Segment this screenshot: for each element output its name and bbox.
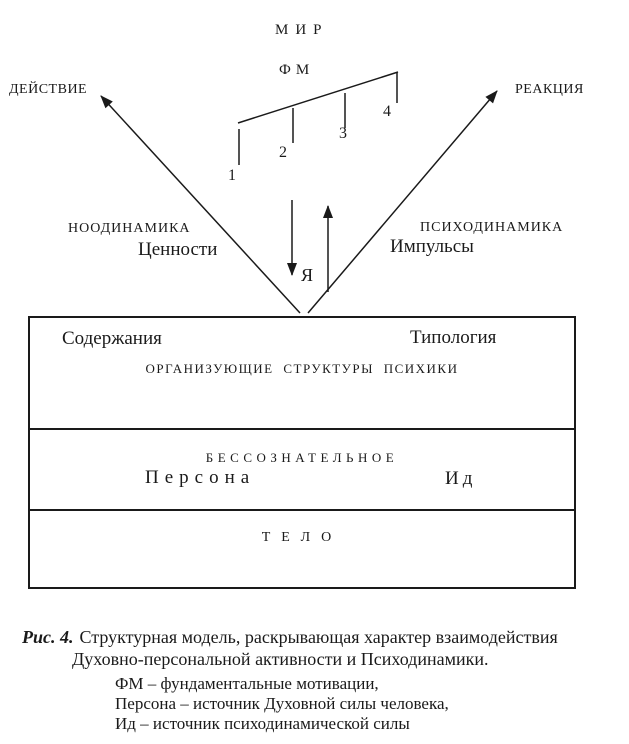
body-label: ТЕЛО [261,530,343,545]
self-label: Я [301,265,314,285]
action-arrow [101,96,300,313]
caption-note-id: Ид – источник психодинамической силы [115,714,410,733]
fm-scale-line [238,72,398,123]
contents-label: Содержания [62,328,162,349]
fm-label: ФМ [279,62,315,78]
action-label: ДЕЙСТВИЕ [9,82,88,97]
figure-caption-line-1 [22,628,558,648]
organizing-structures-label: ОРГАНИЗУЮЩИЕ СТРУКТУРЫ ПСИХИКИ [145,361,459,376]
psychodynamics-label: ПСИХОДИНАМИКА [420,220,564,235]
id-label: Ид [445,468,477,489]
fm-tick-1-label: 1 [228,167,236,184]
figure-caption-line-2: Духовно-персональной активности и Психодинамики. [72,649,489,669]
fm-tick-4-label: 4 [383,103,391,120]
fm-tick-2-label: 2 [279,144,287,161]
typology-label: Типология [410,327,497,348]
figure-number: Рис. 4. [22,627,74,647]
caption-text-1: Структурная модель, раскрывающая характер взаимодействия [79,627,558,647]
world-label: МИР [275,22,329,38]
impulses-label: Импульсы [390,236,474,257]
caption-note-fm: ФМ – фундаментальные мотивации, [115,674,379,693]
fm-tick-3-label: 3 [339,125,347,142]
values-label: Ценности [138,239,218,260]
caption-note-persona: Персона – источник Духовной силы человека, [115,694,449,713]
noodynamics-label: НООДИНАМИКА [68,221,191,236]
persona-label: Персона [145,467,256,488]
reaction-label: РЕАКЦИЯ [515,82,584,97]
unconscious-label: БЕССОЗНАТЕЛЬНОЕ [205,450,399,465]
reaction-arrow [308,91,497,313]
